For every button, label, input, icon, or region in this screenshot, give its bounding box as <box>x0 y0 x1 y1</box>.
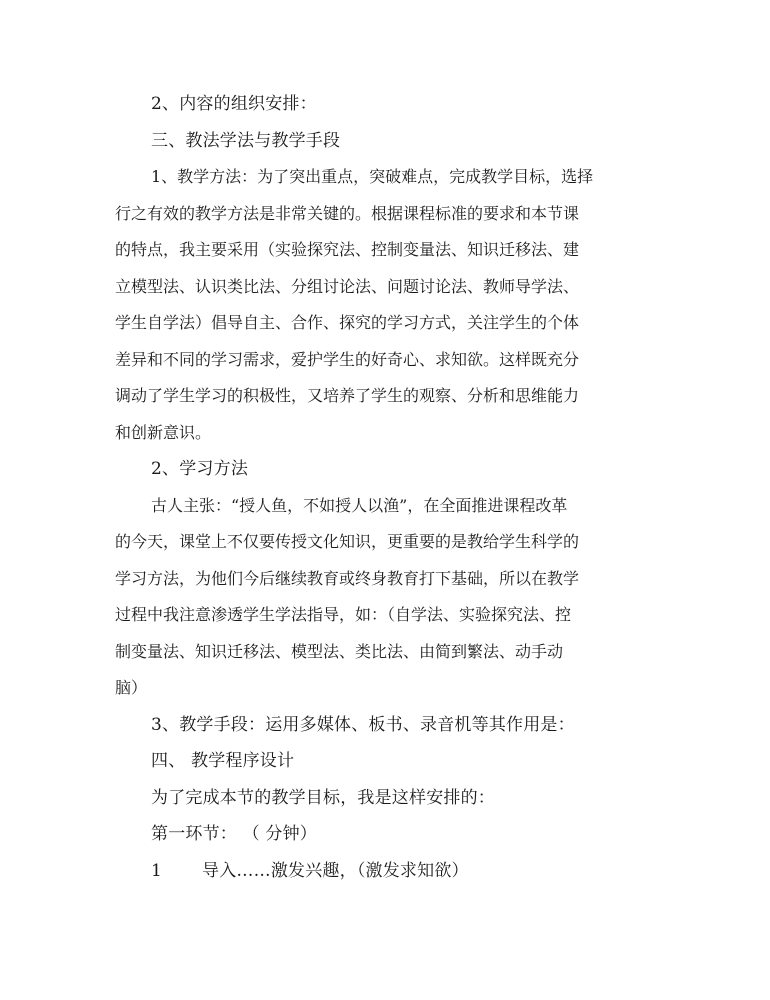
paragraph-line: 学生自学法）倡导自主、合作、探究的学习方式，关注学生的个体 <box>115 313 580 332</box>
paragraph-line: 差异和不同的学习需求，爱护学生的好奇心、求知欲。这样既充分 <box>115 349 580 369</box>
step-text: 导入……激发兴趣，（激发求知欲） <box>202 860 469 881</box>
paragraph-line: 古人主张：“授人鱼，不如授人以渔”，在全面推进课程改革 <box>151 495 568 515</box>
paragraph-line: 制变量法、知识迁移法、模型法、类比法、由简到繁法、动手动 <box>115 641 564 661</box>
procedure-intro-line: 为了完成本节的教学目标，我是这样安排的： <box>151 787 495 808</box>
section-heading-content-organization: 2、内容的组织安排： <box>151 94 317 114</box>
paragraph-line: 脑） <box>115 678 148 697</box>
section-heading-learning-methods: 2、学习方法 <box>151 459 249 479</box>
paragraph-line: 的今天，课堂上不仅要传授文化知识，更重要的是教给学生科学的 <box>115 532 580 551</box>
paragraph-line: 立模型法、认识类比法、分组讨论法、问题讨论法、教师导学法、 <box>115 276 580 296</box>
intro-step-line <box>115 853 660 890</box>
step-number: 1 <box>151 860 163 881</box>
paragraph-line: 1、教学方法：为了突出重点，突破难点，完成教学目标，选择 <box>151 167 594 186</box>
section-heading-methods: 三、教法学法与教学手段 <box>151 130 341 151</box>
paragraph-line: 过程中我注意渗透学生学法指导，如：（自学法、实验探究法、控 <box>115 605 572 624</box>
document-body <box>115 86 660 889</box>
paragraph-line: 的特点，我主要采用（实验探究法、控制变量法、知识迁移法、建 <box>115 240 580 259</box>
section-heading-teaching-tools: 3、教学手段：运用多媒体、板书、录音机等其作用是： <box>151 714 575 735</box>
paragraph-line: 学习方法，为他们今后继续教育或终身教育打下基础，所以在教学 <box>115 568 580 588</box>
paragraph-line: 调动了学生学习的积极性，又培养了学生的观察、分析和思维能力 <box>115 386 580 405</box>
section-heading-procedure-design: 四、 教学程序设计 <box>151 751 295 771</box>
paragraph-teaching-methods <box>115 159 660 451</box>
paragraph-line: 行之有效的教学方法是非常关键的。根据课程标准的要求和本节课 <box>115 203 580 223</box>
paragraph-line: 和创新意识。 <box>115 422 212 442</box>
paragraph-learning-methods <box>115 488 660 707</box>
first-stage-line: 第一环节： （ 分钟） <box>151 824 318 844</box>
